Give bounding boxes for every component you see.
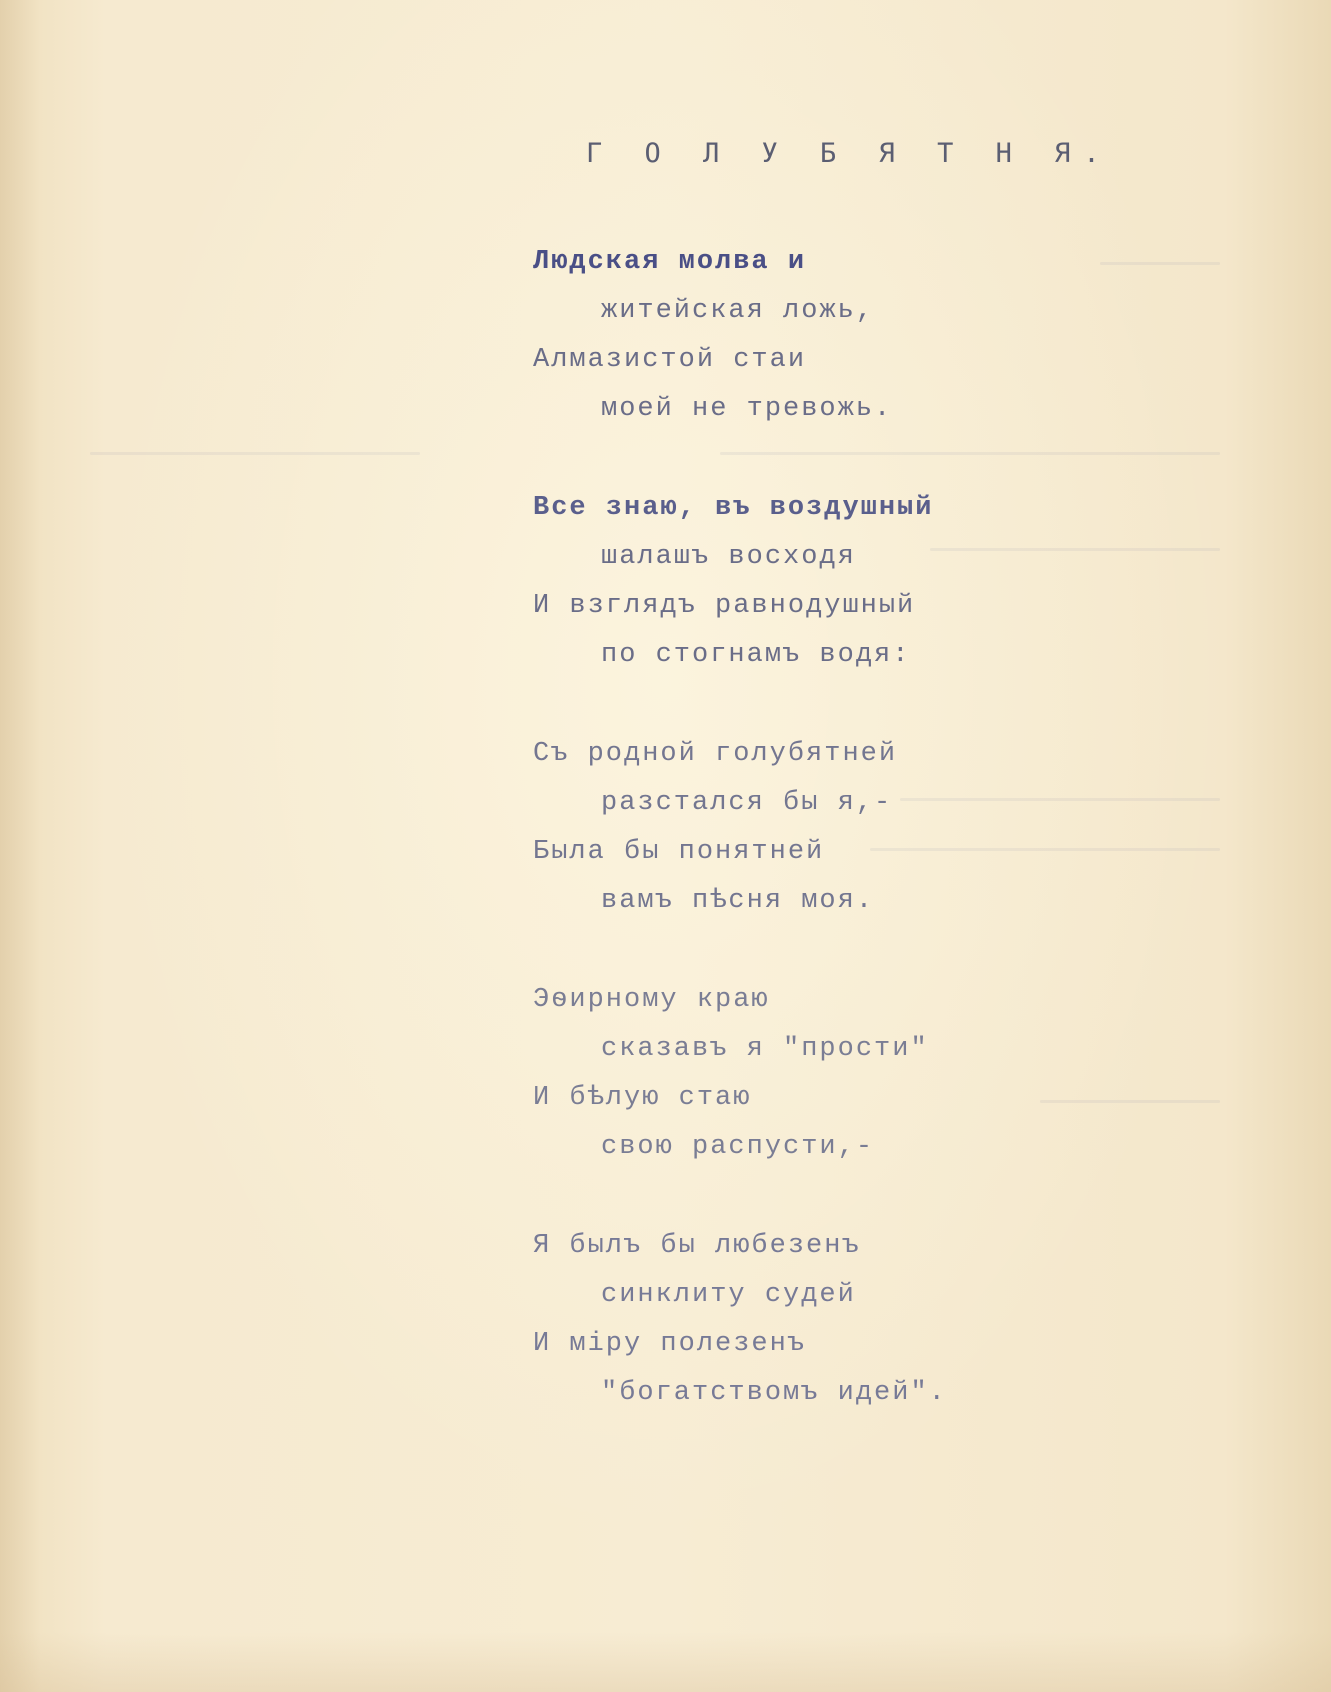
show-through-line xyxy=(1100,262,1220,265)
verse-line: Съ родной голубятней xyxy=(533,739,898,769)
poem-title: Г О Л У Б Я Т Н Я. xyxy=(586,138,1113,169)
verse-line: Эѳирному краю xyxy=(533,985,770,1015)
verse-line: Алмазистой стаи xyxy=(533,345,807,375)
stanza xyxy=(533,484,947,680)
verse-line: житейская ложь, xyxy=(601,296,875,326)
poem-body xyxy=(533,238,947,1468)
show-through-line xyxy=(900,798,1220,801)
verse-line: Была бы понятней xyxy=(533,837,825,867)
verse-line: вамъ пѣсня моя. xyxy=(601,886,875,916)
verse-line: разстался бы я,- xyxy=(601,788,893,818)
verse-line: Я былъ бы любезенъ xyxy=(533,1231,861,1261)
show-through-line xyxy=(1040,1100,1220,1103)
paper-edge-shadow xyxy=(0,0,40,1692)
verse-line: синклиту судей xyxy=(601,1280,856,1310)
paper-bottom-shadow xyxy=(0,1632,1331,1692)
stanza xyxy=(533,976,947,1172)
show-through-line xyxy=(930,548,1220,551)
verse-line: сказавъ я "прости" xyxy=(601,1034,929,1064)
verse-line: И бѣлую стаю xyxy=(533,1083,752,1113)
verse-line: Людская молва и xyxy=(533,247,807,277)
verse-line: шалашъ восходя xyxy=(601,542,856,572)
verse-line: И міру полезенъ xyxy=(533,1329,807,1359)
verse-line: по стогнамъ водя: xyxy=(601,640,911,670)
show-through-line xyxy=(90,452,420,455)
verse-line: моей не тревожь. xyxy=(601,394,893,424)
verse-line: И взглядъ равнодушный xyxy=(533,591,916,621)
stanza xyxy=(533,730,947,926)
verse-line: свою распусти,- xyxy=(601,1132,875,1162)
stanza xyxy=(533,1222,947,1418)
stanza xyxy=(533,238,947,434)
verse-line: Все знаю, въ воздушный xyxy=(533,493,934,523)
verse-line: "богатствомъ идей". xyxy=(601,1378,947,1408)
